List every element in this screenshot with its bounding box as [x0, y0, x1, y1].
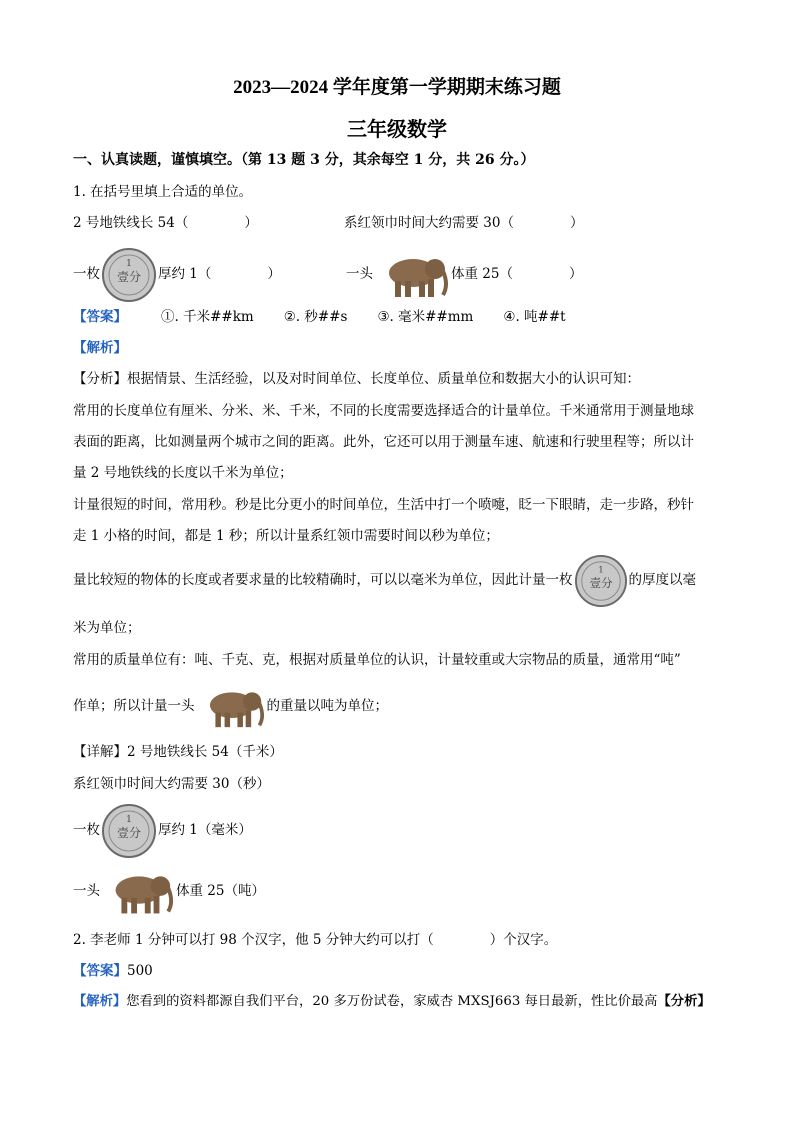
svg-text:壹分: 壹分 — [116, 269, 142, 284]
q2-prompt: 2. 李老师 1 分钟可以打 98 个汉字，他 5 分钟大约可以打（ ）个汉字。 — [73, 932, 558, 948]
analysis-p3: 量 2 号地铁线的长度以千米为单位； — [73, 465, 293, 481]
detail-line-1: 【详解】2 号地铁线长 54（千米） — [73, 744, 283, 760]
analysis-p9: 作单；所以计量一头 的重量以吨为单位； — [73, 683, 388, 729]
q1-answer-row: 【答案】 ①. 千米##km ②. 秒##s ③. 毫米##mm ④. 吨##t — [73, 309, 566, 325]
q2-analysis-row: 【解析】您看到的资料都源自我们平台，20 多万份试卷，家威杏 MXSJ663 每日最新，性比价最高【分析】 — [73, 994, 711, 1009]
elephant-image — [100, 868, 176, 916]
q2-answer: 500 — [127, 963, 153, 979]
elephant-image — [195, 685, 267, 729]
svg-text:1: 1 — [597, 564, 604, 575]
q1-item-c: 一枚 1 壹分 厚约 1（ ） — [73, 247, 281, 302]
fenxi-line: 【分析】根据情景、生活经验，以及对时间单位、长度单位、质量单位和数据大小的认识可知： — [73, 371, 640, 387]
analysis-p2: 表面的距离，比如测量两个城市之间的距离。此外，它还可以用于测量车速、航速和行驶里程等；所以计 — [73, 434, 694, 450]
analysis-p7: 米为单位； — [73, 620, 141, 636]
q1-item-b: 系红领巾时间大约需要 30（ ） — [344, 215, 584, 231]
answer-1: ①. 千米##km — [161, 309, 254, 325]
coin-image — [573, 555, 629, 607]
detail-line-2: 系红领巾时间大约需要 30（秒） — [73, 776, 270, 792]
detail-line-3: 一枚 1 壹分 厚约 1（毫米） — [73, 803, 252, 858]
coin-image — [100, 248, 158, 302]
q1-prompt: 1. 在括号里填上合适的单位。 — [73, 184, 253, 200]
analysis-tag: 【解析】 — [73, 340, 127, 356]
answer-3: ③. 毫米##mm — [377, 309, 474, 325]
coin-image — [100, 804, 158, 858]
q1-item-a: 2 号地铁线长 54（ ） — [73, 215, 258, 231]
section-heading: 一、认真读题，谨慎填空。（第 13 题 3 分，其余每空 1 分，共 26 分。） — [73, 152, 535, 168]
svg-text:1: 1 — [126, 814, 132, 825]
analysis-p1: 常用的长度单位有厘米、分米、米、千米，不同的长度需要选择适合的计量单位。千米通常用于测量地球 — [73, 403, 694, 419]
detail-line-4: 一头 体重 25（吨） — [73, 864, 265, 918]
svg-text:壹分: 壹分 — [588, 575, 613, 590]
q2-answer-row: 【答案】500 — [73, 963, 153, 979]
q1-item-d: 一头 体重 25（ ） — [346, 247, 582, 301]
document-title: 2023—2024 学年度第一学期期末练习题 — [233, 77, 561, 98]
analysis-p5: 走 1 小格的时间，都是 1 秒；所以计量系红领巾需要时间以秒为单位； — [73, 528, 499, 544]
answer-4: ④. 吨##t — [503, 309, 566, 325]
document-subtitle: 三年级数学 — [347, 119, 447, 141]
analysis-p4: 计量很短的时间，常用秒。秒是比分更小的时间单位，生活中打一个喷嚏，眨一下眼睛，走一步路，秒针 — [73, 497, 694, 513]
elephant-image — [373, 251, 451, 299]
analysis-p8: 常用的质量单位有：吨、千克、克，根据对质量单位的认识，计量较重或大宗物品的质量，通常用“吨” — [73, 652, 681, 668]
answer-2: ②. 秒##s — [283, 309, 348, 325]
svg-text:1: 1 — [126, 258, 132, 269]
svg-text:壹分: 壹分 — [116, 825, 142, 840]
analysis-p6: 量比较短的物体的长度或者要求量的比较精确时，可以以毫米为单位，因此计量一枚 1 壹分 的厚度以毫 — [73, 554, 696, 607]
